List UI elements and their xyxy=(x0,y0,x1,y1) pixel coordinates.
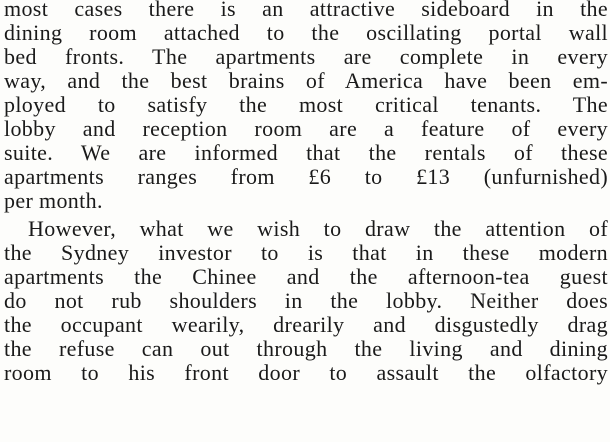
text-line: most cases there is an attractive sideboard in the xyxy=(4,0,608,21)
text-line: However, what we wish to draw the attention of xyxy=(28,217,608,241)
text-line: bed fronts. The apartments are complete in every xyxy=(4,45,608,69)
paragraph-2 xyxy=(4,217,608,385)
text-line: do not rub shoulders in the lobby. Neither does xyxy=(4,289,608,313)
text-line: suite. We are informed that the rentals of these xyxy=(4,141,608,165)
text-line: lobby and reception room are a feature of every xyxy=(4,117,608,141)
text-line: ployed to satisfy the most critical tenants. The xyxy=(4,93,608,117)
text-line: the refuse can out through the living and dining xyxy=(4,337,608,361)
text-line: the occupant wearily, drearily and disgustedly drag xyxy=(4,313,608,337)
paragraph-1 xyxy=(4,0,608,213)
text-line: dining room attached to the oscillating portal wall xyxy=(4,21,608,45)
article-text xyxy=(4,0,608,385)
text-line: apartments the Chinee and the afternoon-tea guest xyxy=(4,265,608,289)
text-line: per month. xyxy=(4,189,103,213)
text-line: way, and the best brains of America have been em- xyxy=(4,69,608,93)
text-line: the Sydney investor to is that in these modern xyxy=(4,241,608,265)
text-line: room to his front door to assault the olfactory xyxy=(4,361,608,385)
text-line: apartments ranges from £6 to £13 (unfurnished) xyxy=(4,165,608,189)
